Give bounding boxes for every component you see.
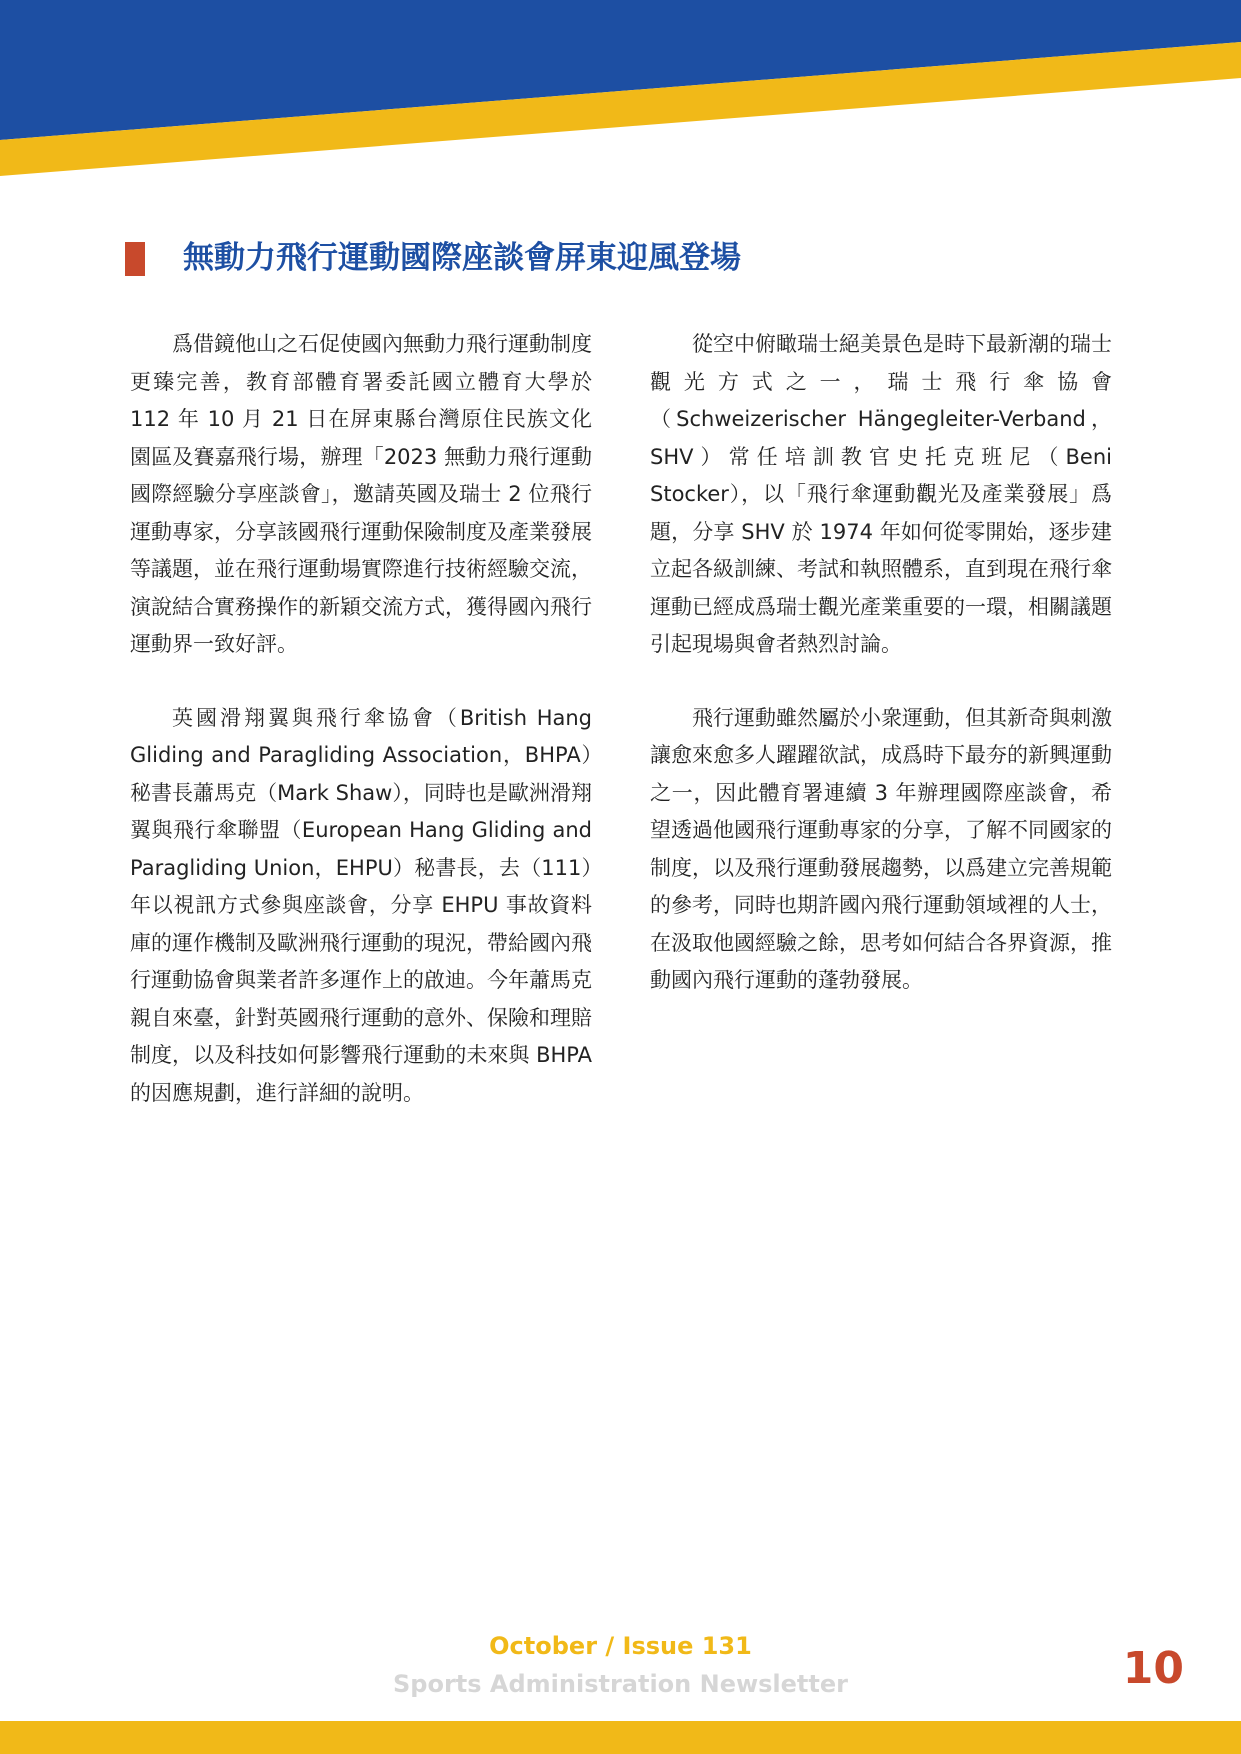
footer-stripe	[0, 1721, 1241, 1754]
publication-name: Sports Administration Newsletter	[392, 1670, 848, 1698]
article-heading	[125, 242, 1141, 282]
page-number: 10	[1122, 1643, 1184, 1694]
paragraph-intro: 爲借鏡他山之石促使國內無動力飛行運動制度更臻完善，教育部體育署委託國立體育大學於 112 年 10 月 21 日在屏東縣台灣原住民族文化園區及賽嘉飛行場，辦理「2023 無動力飛行運動國際經驗分享座談會」，邀請英國及瑞士 2 位飛行運動專家，分享該國飛行運動保險制度及產業發展等議題，並在飛行運動場實際進行技術經驗交流，演說結合實務操作的新穎交流方式，獲得國內飛行運動界一致好評。	[130, 332, 592, 656]
header-banner	[0, 0, 1241, 180]
paragraph-conclusion: 飛行運動雖然屬於小衆運動，但其新奇與刺激讓愈來愈多人躍躍欲試，成爲時下最夯的新興運動之一，因此體育署連續 3 年辦理國際座談會，希望透過他國飛行運動專家的分享，了解不同國家的制度，以及飛行運動發展趨勢，以爲建立完善規範的參考，同時也期許國內飛行運動領域裡的人士，在汲取他國經驗之餘，思考如何結合各界資源，推動國內飛行運動的蓬勃發展。	[650, 705, 1112, 992]
left-column	[130, 326, 592, 1148]
paragraph-shv: 從空中俯瞰瑞士絕美景色是時下最新潮的瑞士觀光方式之一，瑞士飛行傘協會（Schweizerischer Hängegleiter-Verband，SHV）常任培訓教官史托克班尼（Beni Stocker），以「飛行傘運動觀光及產業發展」爲題，分享 SHV 於 1974 年如何從零開始，逐步建立起各級訓練、考試和執照體系，直到現在飛行傘運動已經成爲瑞士觀光產業重要的一環，相關議題引起現場與會者熱烈討論。	[650, 332, 1112, 656]
paragraph-bhpa: 英國滑翔翼與飛行傘協會（British Hang Gliding and Paragliding Association，BHPA）秘書長蕭馬克（Mark Shaw），同時也是歐洲滑翔翼與飛行傘聯盟（European Hang Gliding and Paragliding Union，EHPU）秘書長，去（111）年以視訊方式參與座談會，分享 EHPU 事故資料庫的運作機制及歐洲飛行運動的現況，帶給國內飛行運動協會與業者許多運作上的啟迪。今年蕭馬克親自來臺，針對英國飛行運動的意外、保險和理賠制度，以及科技如何影響飛行運動的未來與 BHPA 的因應規劃，進行詳細的說明。	[130, 705, 592, 1105]
right-column	[650, 326, 1112, 1036]
issue-label: October / Issue 131	[489, 1632, 752, 1660]
heading-marker	[125, 242, 145, 276]
article-title: 無動力飛行運動國際座談會屏東迎風登場	[183, 240, 741, 276]
